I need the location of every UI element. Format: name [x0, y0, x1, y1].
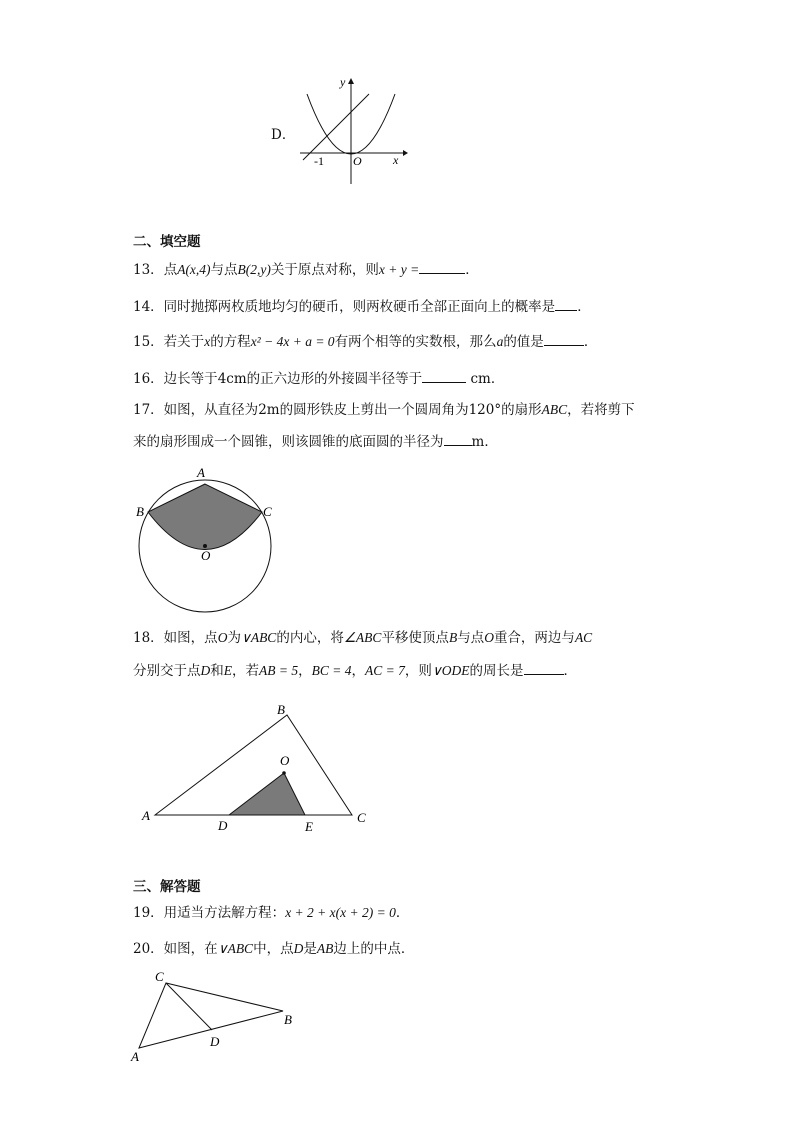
question-15: 15．若关于x的方程x² − 4x + a = 0有两个相等的实数根，那么a的值是 ．	[133, 334, 598, 350]
figure-q20-triangle	[128, 966, 308, 1066]
option-d-graph	[295, 74, 410, 186]
question-19: 19．用适当方法解方程：x + 2 + x(x + 2) = 0．	[133, 905, 410, 921]
point-C-label: C	[155, 969, 164, 984]
origin-label: O	[353, 154, 362, 168]
question-20: 20．如图，在∨ABC中，点D是AB边上的中点．	[133, 941, 415, 957]
question-17-line1: 17．如图，从直径为2m的圆形铁皮上剪出一个圆周角为120°的扇形ABC，若将剪下	[133, 402, 635, 418]
question-18-line1: 18．如图，点O为∨ABC的内心，将∠ABC平移使顶点B与点O重合，两边与AC	[133, 630, 593, 646]
point-D-label: D	[210, 1034, 220, 1049]
answer-blank	[419, 261, 465, 274]
question-18-line2: 分别交于点D和E，若AB = 5，BC = 4，AC = 7，则∨ODE的周长是 ．	[133, 663, 577, 679]
option-d-label: D．	[271, 127, 296, 143]
point-A-label: A	[197, 465, 205, 480]
question-16: 16．边长等于4cm的正六边形的外接圆半径等于 cm．	[133, 371, 505, 387]
answer-blank	[422, 370, 466, 383]
point-A-label: A	[131, 1049, 139, 1064]
tick-neg1-label: -1	[314, 154, 324, 168]
axis-y-label: y	[340, 75, 346, 89]
point-O-label: O	[201, 548, 211, 563]
point-B-label: B	[136, 504, 144, 519]
point-E-label: E	[305, 819, 313, 834]
section-title-fill-blank: 二、填空题	[133, 234, 201, 250]
section-title-answer: 三、解答题	[133, 879, 201, 895]
point-D-label: D	[218, 818, 228, 833]
point-B-label: B	[277, 702, 285, 717]
figure-q17-circle-sector	[130, 462, 280, 617]
point-C-label: C	[357, 810, 366, 825]
point-A-label: A	[142, 808, 150, 823]
answer-blank	[555, 298, 577, 311]
point-C-label: C	[263, 504, 272, 519]
axis-x-label: x	[393, 153, 399, 167]
point-O-label: O	[280, 753, 290, 768]
answer-blank	[544, 333, 584, 346]
answer-blank	[524, 662, 564, 675]
point-B-label: B	[284, 1012, 292, 1027]
question-17-line2: 来的扇形围成一个圆锥，则该圆锥的底面圆的半径为 m．	[133, 434, 498, 450]
answer-blank	[444, 433, 472, 446]
figure-q18-triangle	[138, 700, 378, 840]
question-14: 14．同时抛掷两枚质地均匀的硬币，则两枚硬币全部正面向上的概率是 ．	[133, 299, 591, 315]
question-13: 13．点A(x,4)与点B(2,y)关于原点对称，则x + y = ．	[133, 262, 479, 278]
